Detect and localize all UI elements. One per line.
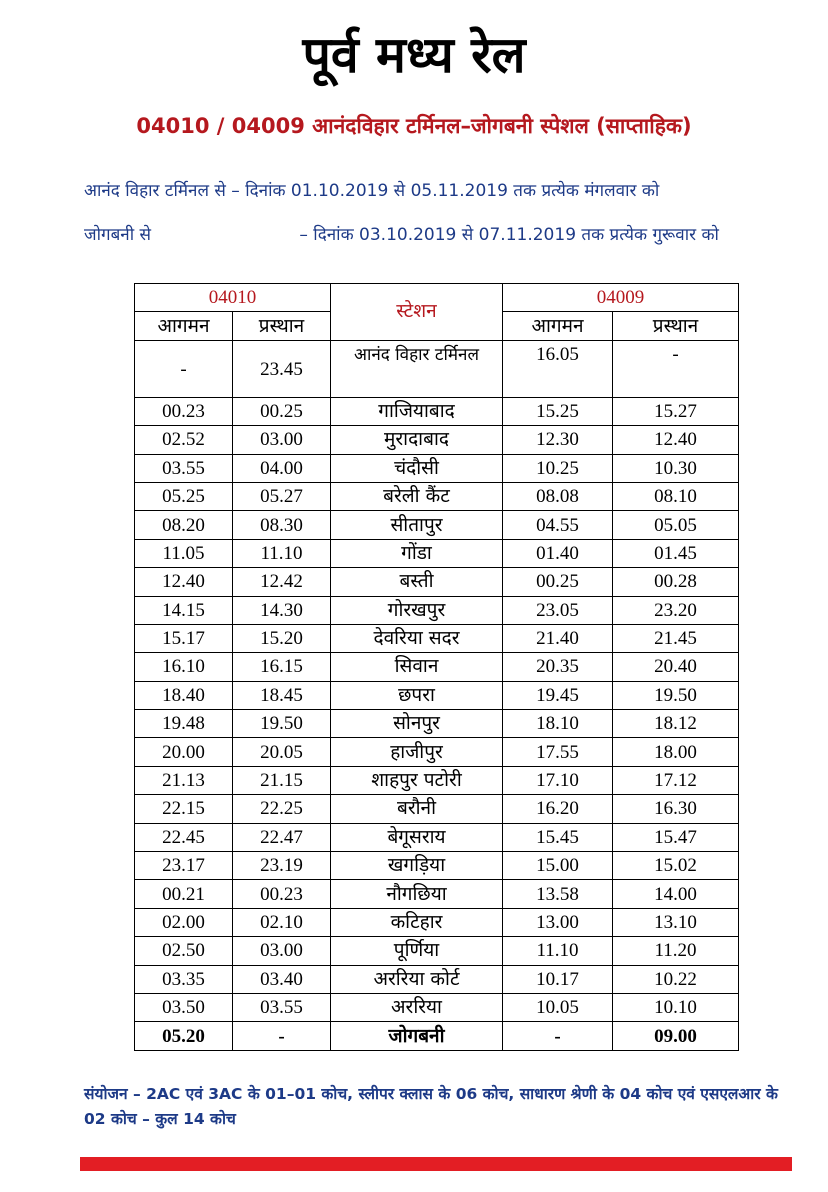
arrival-04010: 03.35 — [135, 965, 233, 993]
departure-04010: 03.00 — [233, 426, 331, 454]
train-number-left: 04010 — [135, 284, 331, 312]
departure-04009: 15.27 — [613, 397, 739, 425]
departure-04010: 00.25 — [233, 397, 331, 425]
table-row — [135, 653, 739, 681]
arrival-04009: 19.45 — [503, 681, 613, 709]
footer-red-bar — [80, 1157, 792, 1171]
table-row — [135, 397, 739, 425]
departure-04010: 15.20 — [233, 624, 331, 652]
departure-04009: 10.22 — [613, 965, 739, 993]
departure-04010: 19.50 — [233, 710, 331, 738]
arrival-04009: 16.20 — [503, 795, 613, 823]
departure-04010: 23.19 — [233, 852, 331, 880]
station-name: गाजियाबाद — [331, 397, 503, 425]
table-row — [135, 340, 739, 397]
departure-header: प्रस्थान — [613, 312, 739, 340]
arrival-04009: 11.10 — [503, 937, 613, 965]
arrival-04010: 02.00 — [135, 908, 233, 936]
station-name: हाजीपुर — [331, 738, 503, 766]
page-title: पूर्व मध्य रेल — [302, 26, 526, 84]
station-name: मुरादाबाद — [331, 426, 503, 454]
arrival-04010: 20.00 — [135, 738, 233, 766]
table-row — [135, 482, 739, 510]
station-header: स्टेशन — [331, 284, 503, 341]
departure-04009: 19.50 — [613, 681, 739, 709]
departure-04010: 04.00 — [233, 454, 331, 482]
arrival-header: आगमन — [135, 312, 233, 340]
train-number-right: 04009 — [503, 284, 739, 312]
arrival-04009: 21.40 — [503, 624, 613, 652]
station-name: अररिया — [331, 993, 503, 1021]
departure-04009: 08.10 — [613, 482, 739, 510]
departure-04009: 16.30 — [613, 795, 739, 823]
schedule-from: आनंद विहार टर्मिनल से — [84, 181, 226, 201]
arrival-04009: 16.05 — [503, 340, 613, 397]
departure-04009: 10.30 — [613, 454, 739, 482]
station-name: चंदौसी — [331, 454, 503, 482]
station-name: खगड़िया — [331, 852, 503, 880]
timetable-body — [135, 340, 739, 1050]
arrival-04010: 19.48 — [135, 710, 233, 738]
arrival-04009: 18.10 — [503, 710, 613, 738]
departure-04009: 01.45 — [613, 539, 739, 567]
departure-04009: 12.40 — [613, 426, 739, 454]
composition-note: संयोजन – 2AC एवं 3AC के 01–01 कोच, स्लीपर क्लास के 06 कोच, साधारण श्रेणी के 04 कोच एवं एसएलआर के 02 कोच – कुल 14 कोच — [84, 1085, 778, 1128]
station-name: सोनपुर — [331, 710, 503, 738]
station-name: देवरिया सदर — [331, 624, 503, 652]
arrival-04010: 23.17 — [135, 852, 233, 880]
arrival-04010: 14.15 — [135, 596, 233, 624]
station-name: गोरखपुर — [331, 596, 503, 624]
arrival-04010: 12.40 — [135, 568, 233, 596]
arrival-04010: 08.20 — [135, 511, 233, 539]
departure-04010: 22.47 — [233, 823, 331, 851]
arrival-04010: - — [135, 340, 233, 397]
table-row — [135, 852, 739, 880]
arrival-04009: 00.25 — [503, 568, 613, 596]
arrival-04010: 03.55 — [135, 454, 233, 482]
arrival-04009: 13.00 — [503, 908, 613, 936]
departure-04010: 14.30 — [233, 596, 331, 624]
arrival-04010: 05.25 — [135, 482, 233, 510]
departure-04010: 05.27 — [233, 482, 331, 510]
arrival-04009: 15.45 — [503, 823, 613, 851]
station-name: आनंद विहार टर्मिनल — [331, 340, 503, 397]
arrival-04009: 20.35 — [503, 653, 613, 681]
departure-04010: 02.10 — [233, 908, 331, 936]
arrival-04009: 13.58 — [503, 880, 613, 908]
departure-04009: 13.10 — [613, 908, 739, 936]
table-row — [135, 511, 739, 539]
departure-04010: 22.25 — [233, 795, 331, 823]
station-name: छपरा — [331, 681, 503, 709]
arrival-header: आगमन — [503, 312, 613, 340]
departure-04009: 17.12 — [613, 766, 739, 794]
arrival-04009: 17.55 — [503, 738, 613, 766]
table-row — [135, 823, 739, 851]
table-row — [135, 937, 739, 965]
departure-04009: 00.28 — [613, 568, 739, 596]
station-name: बेगूसराय — [331, 823, 503, 851]
departure-04009: 09.00 — [613, 1022, 739, 1050]
arrival-04009: 23.05 — [503, 596, 613, 624]
departure-04009: 20.40 — [613, 653, 739, 681]
departure-04009: 10.10 — [613, 993, 739, 1021]
table-row — [135, 738, 739, 766]
departure-04010: 08.30 — [233, 511, 331, 539]
departure-04009: 21.45 — [613, 624, 739, 652]
table-row — [135, 568, 739, 596]
arrival-04010: 18.40 — [135, 681, 233, 709]
station-name: बरेली कैंट — [331, 482, 503, 510]
departure-04009: 11.20 — [613, 937, 739, 965]
departure-04010: 12.42 — [233, 568, 331, 596]
departure-04010: 03.40 — [233, 965, 331, 993]
table-row — [135, 795, 739, 823]
arrival-04010: 02.52 — [135, 426, 233, 454]
arrival-04009: 01.40 — [503, 539, 613, 567]
arrival-04010: 15.17 — [135, 624, 233, 652]
station-name: कटिहार — [331, 908, 503, 936]
departure-04009: - — [613, 340, 739, 397]
departure-04009: 15.02 — [613, 852, 739, 880]
arrival-04009: 17.10 — [503, 766, 613, 794]
arrival-04009: 10.05 — [503, 993, 613, 1021]
table-row — [135, 1022, 739, 1050]
table-row — [135, 454, 739, 482]
schedule-text: – दिनांक 03.10.2019 से 07.11.2019 तक प्रत्येक गुरूवार को — [299, 225, 719, 245]
departure-04010: - — [233, 1022, 331, 1050]
table-row — [135, 624, 739, 652]
table-row — [135, 908, 739, 936]
arrival-04010: 02.50 — [135, 937, 233, 965]
arrival-04010: 22.15 — [135, 795, 233, 823]
table-row — [135, 993, 739, 1021]
arrival-04009: 08.08 — [503, 482, 613, 510]
station-name: सिवान — [331, 653, 503, 681]
departure-04010: 21.15 — [233, 766, 331, 794]
arrival-04009: 15.25 — [503, 397, 613, 425]
table-row — [135, 710, 739, 738]
departure-04009: 18.12 — [613, 710, 739, 738]
arrival-04010: 16.10 — [135, 653, 233, 681]
timetable — [134, 283, 739, 1051]
train-subtitle: 04010 / 04009 आनंदविहार टर्मिनल–जोगबनी स्पेशल (साप्ताहिक) — [136, 114, 692, 138]
table-row — [135, 539, 739, 567]
arrival-04010: 22.45 — [135, 823, 233, 851]
departure-04010: 03.00 — [233, 937, 331, 965]
departure-04009: 05.05 — [613, 511, 739, 539]
departure-04009: 14.00 — [613, 880, 739, 908]
arrival-04009: 10.17 — [503, 965, 613, 993]
departure-04010: 20.05 — [233, 738, 331, 766]
station-name: गोंडा — [331, 539, 503, 567]
schedule-from: जोगबनी से — [84, 225, 152, 245]
arrival-04009: 12.30 — [503, 426, 613, 454]
arrival-04010: 21.13 — [135, 766, 233, 794]
departure-04009: 18.00 — [613, 738, 739, 766]
table-row — [135, 681, 739, 709]
table-row — [135, 880, 739, 908]
station-name: पूर्णिया — [331, 937, 503, 965]
table-row — [135, 596, 739, 624]
station-name: सीतापुर — [331, 511, 503, 539]
arrival-04009: 04.55 — [503, 511, 613, 539]
station-name: बरौनी — [331, 795, 503, 823]
schedule-line-anand-vihar — [84, 178, 659, 201]
table-row — [135, 766, 739, 794]
departure-04009: 15.47 — [613, 823, 739, 851]
departure-header: प्रस्थान — [233, 312, 331, 340]
departure-04010: 23.45 — [233, 340, 331, 397]
station-name: नौगछिया — [331, 880, 503, 908]
arrival-04010: 11.05 — [135, 539, 233, 567]
station-name: अररिया कोर्ट — [331, 965, 503, 993]
table-row — [135, 965, 739, 993]
departure-04010: 16.15 — [233, 653, 331, 681]
arrival-04010: 05.20 — [135, 1022, 233, 1050]
table-row — [135, 426, 739, 454]
departure-04009: 23.20 — [613, 596, 739, 624]
departure-04010: 11.10 — [233, 539, 331, 567]
arrival-04010: 00.23 — [135, 397, 233, 425]
station-name: शाहपुर पटोरी — [331, 766, 503, 794]
arrival-04010: 03.50 — [135, 993, 233, 1021]
arrival-04009: 15.00 — [503, 852, 613, 880]
departure-04010: 18.45 — [233, 681, 331, 709]
arrival-04009: - — [503, 1022, 613, 1050]
station-name: बस्ती — [331, 568, 503, 596]
arrival-04009: 10.25 — [503, 454, 613, 482]
departure-04010: 00.23 — [233, 880, 331, 908]
departure-04010: 03.55 — [233, 993, 331, 1021]
arrival-04010: 00.21 — [135, 880, 233, 908]
station-name: जोगबनी — [331, 1022, 503, 1050]
schedule-line-jogbani — [84, 222, 719, 245]
schedule-text: – दिनांक 01.10.2019 से 05.11.2019 तक प्रत्येक मंगलवार को — [231, 181, 660, 201]
